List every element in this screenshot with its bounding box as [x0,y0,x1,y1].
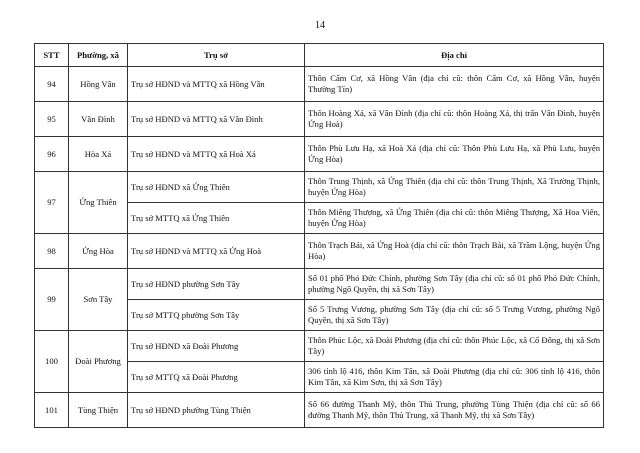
header-ward: Phường, xã [69,44,128,67]
cell-ward: Tùng Thiện [69,393,128,428]
cell-office: Trụ sở MTTQ phường Sơn Tây [128,300,305,331]
cell-stt: 94 [35,67,69,102]
cell-ward: Hòa Xá [69,137,128,172]
cell-office: Trụ sở HĐND xã Đoài Phương [128,331,305,362]
cell-address: Số 66 đường Thanh Mỹ, thôn Thủ Trung, phường Tùng Thiện (địa chỉ cũ: số 66 đường Thanh Mỹ, thôn Thủ Trung, xã Thanh Mỹ, thị xã Sơn Tây) [305,393,604,428]
table-row [35,137,604,172]
cell-address: 306 tỉnh lộ 416, thôn Kim Tân, xã Đoài Phương (địa chỉ cũ: 306 tỉnh lộ 416, thôn Kim Tân, xã Kim Sơn, thị xã Sơn Tây) [305,362,604,393]
cell-address: Số 01 phố Phó Đức Chính, phường Sơn Tây (địa chỉ cũ: số 01 phố Phó Đức Chính, phường Ngô Quyền, thị xã Sơn Tây) [305,269,604,300]
cell-stt: 101 [35,393,69,428]
cell-ward: Sơn Tây [69,269,128,331]
cell-ward: Ứng Hòa [69,234,128,269]
table-row [35,269,604,300]
table-header-row [35,44,604,67]
cell-address: Thôn Phúc Lộc, xã Đoài Phương (địa chỉ cũ: thôn Phúc Lộc, xã Cổ Đông, thị xã Sơn Tây) [305,331,604,362]
table-row [35,67,604,102]
cell-address: Thôn Trạch Bái, xã Ứng Hoà (địa chỉ cũ: thôn Trạch Bái, xã Trầm Lộng, huyện Ứng Hòa) [305,234,604,269]
office-address-table [34,43,604,428]
table-row [35,234,604,269]
page-number: 14 [315,20,325,31]
cell-office: Trụ sở HĐND phường Tùng Thiện [128,393,305,428]
cell-stt: 98 [35,234,69,269]
cell-address: Thôn Phù Lưu Hạ, xã Hoà Xá (địa chỉ cũ: Thôn Phù Lưu Hạ, xã Phù Lưu, huyện Ứng Hòa) [305,137,604,172]
cell-office: Trụ sở HĐND và MTTQ xã Ứng Hoà [128,234,305,269]
cell-stt: 100 [35,331,69,393]
cell-office: Trụ sở HĐND và MTTQ xã Hồng Vân [128,67,305,102]
cell-stt: 96 [35,137,69,172]
cell-address: Thôn Cẩm Cơ, xã Hồng Vân (địa chỉ cũ: thôn Cẩm Cơ, xã Hồng Vân, huyện Thường Tín) [305,67,604,102]
cell-address: Thôn Hoàng Xá, xã Vân Đình (địa chỉ cũ: thôn Hoàng Xá, thị trấn Vân Đình, huyện Ứng Hoà) [305,102,604,137]
table-row [35,331,604,362]
cell-office: Trụ sở HĐND phường Sơn Tây [128,269,305,300]
cell-ward: Ứng Thiên [69,172,128,234]
cell-address: Thôn Trung Thịnh, xã Ứng Thiên (địa chỉ cũ: thôn Trung Thịnh, Xã Trường Thịnh, huyện Ứng Hòa) [305,172,604,203]
table-row [35,172,604,203]
cell-ward: Hồng Vân [69,67,128,102]
cell-ward: Vân Đình [69,102,128,137]
cell-office: Trụ sở HĐND và MTTQ xã Vân Đình [128,102,305,137]
header-office: Trụ sở [128,44,305,67]
cell-address: Thôn Miêng Thượng, xã Ứng Thiên (địa chỉ cũ: thôn Miêng Thượng, Xã Hoa Viên, huyện Ứng Hòa) [305,203,604,234]
header-address: Địa chỉ [305,44,604,67]
cell-ward: Đoài Phương [69,331,128,393]
cell-stt: 97 [35,172,69,234]
cell-stt: 99 [35,269,69,331]
cell-office: Trụ sở HĐND và MTTQ xã Hoà Xá [128,137,305,172]
cell-office: Trụ sở HĐND xã Ứng Thiên [128,172,305,203]
cell-office: Trụ sở MTTQ xã Đoài Phương [128,362,305,393]
cell-office: Trụ sở MTTQ xã Ứng Thiên [128,203,305,234]
cell-address: Số 5 Trưng Vương, phường Sơn Tây (địa chỉ cũ: số 5 Trưng Vương, phường Ngô Quyền, thị xã Sơn Tây) [305,300,604,331]
header-stt: STT [35,44,69,67]
cell-stt: 95 [35,102,69,137]
table-row [35,393,604,428]
table-row [35,102,604,137]
